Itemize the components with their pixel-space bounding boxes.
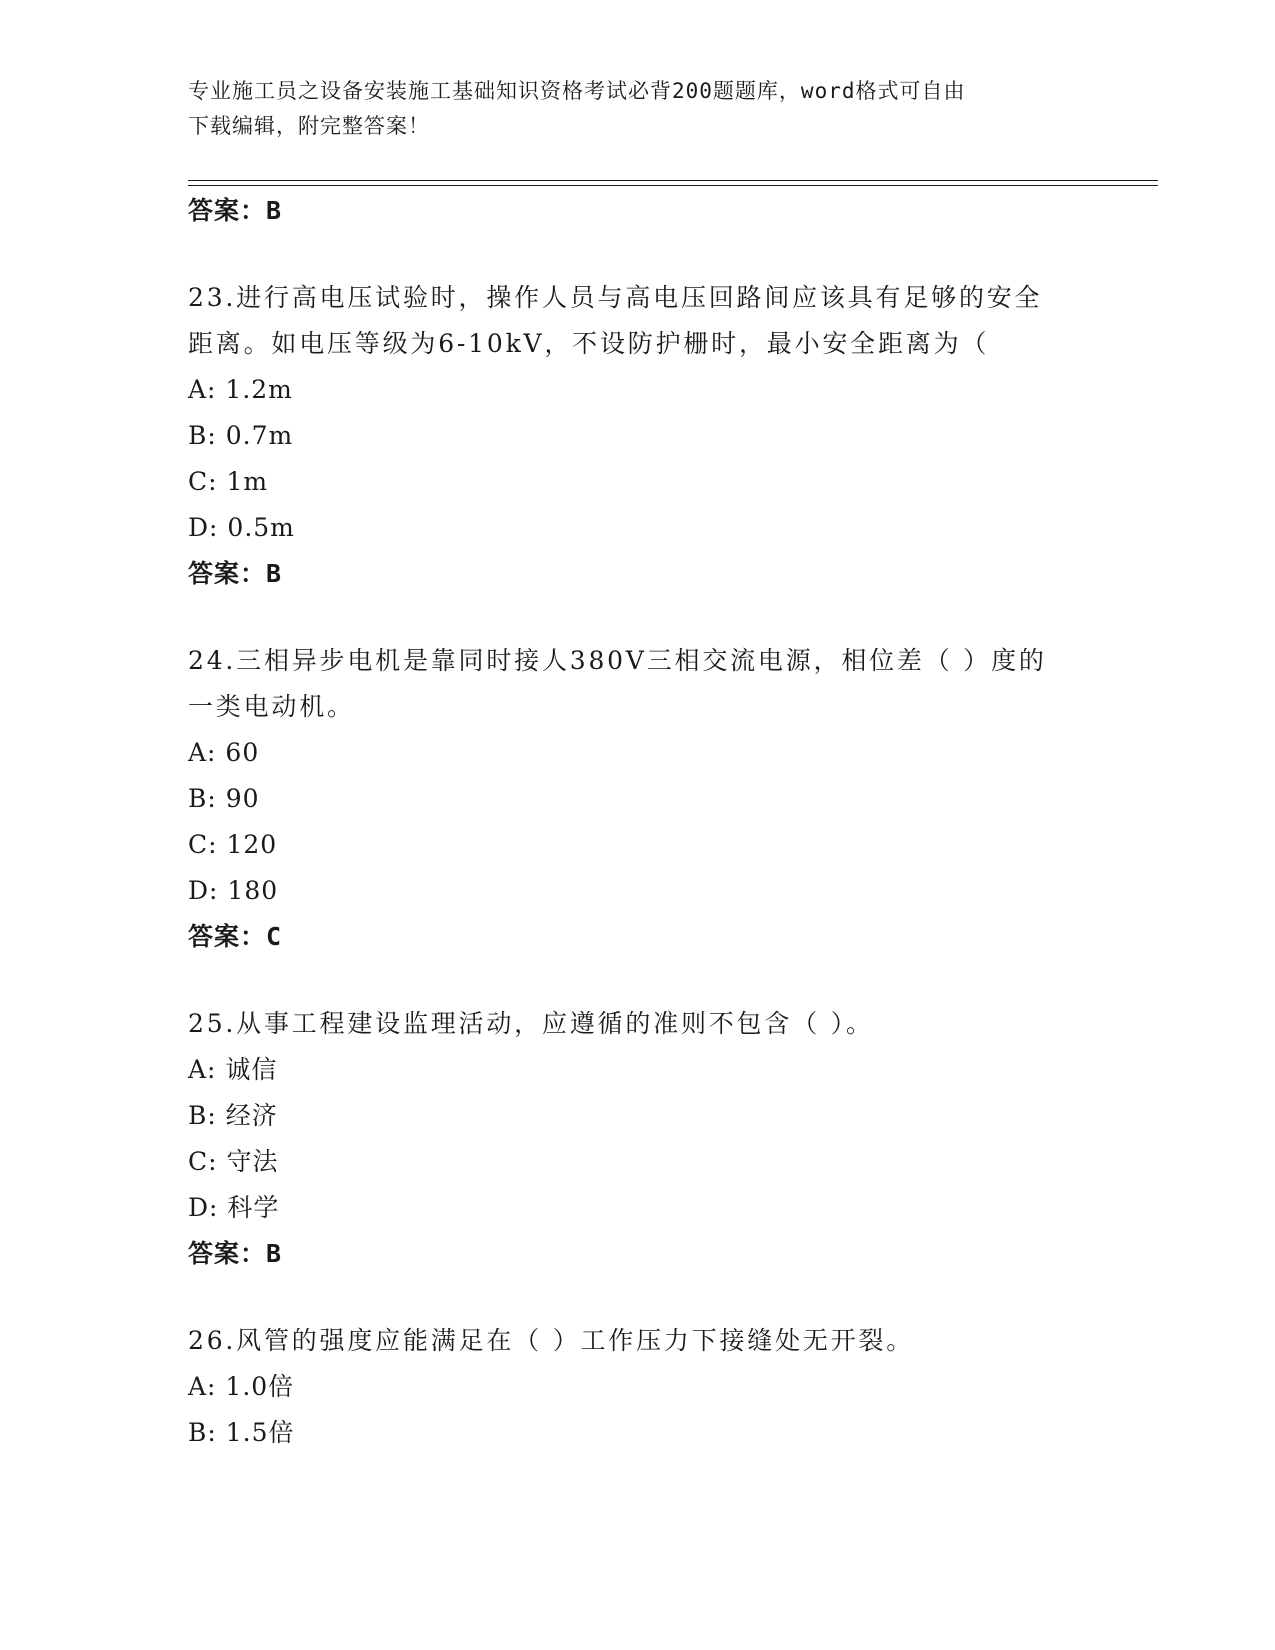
option-b: B: 1.5倍 [188, 1418, 295, 1447]
question-text: 26.风管的强度应能满足在（ ）工作压力下接缝处无开裂。 [188, 1326, 915, 1355]
header-line-1: 专业施工员之设备安装施工基础知识资格考试必背200题题库，word格式可自由 [188, 79, 966, 103]
previous-answer: 答案：B [188, 196, 283, 225]
option-a: A: 诚信 [188, 1055, 278, 1084]
spacer [188, 960, 1088, 1001]
option-b: B: 0.7m [188, 421, 294, 450]
option-c: C: 120 [188, 830, 278, 859]
question-block [188, 275, 1088, 597]
question-text: 距离。如电压等级为6-10kV，不设防护栅时，最小安全距离为（ [188, 329, 990, 358]
header-rule-bottom [188, 185, 1158, 186]
question-text: 一类电动机。 [188, 692, 355, 721]
option-b: B: 经济 [188, 1101, 278, 1130]
option-c: C: 守法 [188, 1147, 279, 1176]
option-a: A: 1.2m [188, 375, 293, 404]
spacer [188, 234, 1088, 275]
option-a: A: 60 [188, 738, 260, 767]
question-list [188, 188, 1088, 1456]
spacer [188, 1277, 1088, 1318]
option-d: D: 科学 [188, 1193, 280, 1222]
answer: 答案：C [188, 922, 283, 951]
question-block [188, 1001, 1088, 1277]
question-text: 24.三相异步电机是靠同时接人380V三相交流电源，相位差（ ）度的 [188, 646, 1047, 675]
option-c: C: 1m [188, 467, 269, 496]
question-text: 25.从事工程建设监理活动，应遵循的准则不包含（ ）。 [188, 1009, 874, 1038]
option-a: A: 1.0倍 [188, 1372, 295, 1401]
page-header [188, 74, 1088, 144]
question-block [188, 1318, 1088, 1456]
option-d: D: 180 [188, 876, 279, 905]
answer: 答案：B [188, 559, 283, 588]
option-d: D: 0.5m [188, 513, 295, 542]
answer: 答案：B [188, 1239, 283, 1268]
header-rule-top [188, 180, 1158, 181]
question-block [188, 638, 1088, 960]
option-b: B: 90 [188, 784, 260, 813]
header-line-2: 下载编辑，附完整答案！ [188, 114, 430, 138]
question-text: 23.进行高电压试验时，操作人员与高电压回路间应该具有足够的安全 [188, 283, 1043, 312]
spacer [188, 597, 1088, 638]
